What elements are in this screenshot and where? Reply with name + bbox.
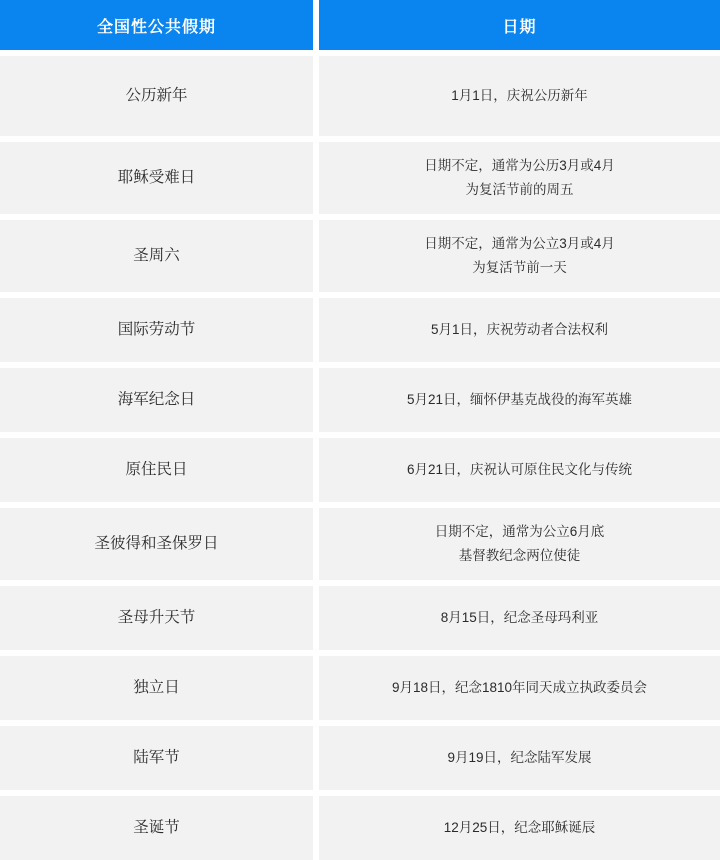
holiday-name-cell <box>0 56 313 136</box>
holiday-date-text <box>319 520 720 567</box>
holiday-date-line: 9月18日，纪念1810年同天成立执政委员会 <box>391 680 648 696</box>
holiday-name-text: 独立日 <box>133 678 180 696</box>
holiday-date-cell <box>319 586 720 650</box>
holiday-name-text: 海军纪念日 <box>117 390 196 408</box>
table-row <box>0 142 720 214</box>
holiday-name-text: 原住民日 <box>125 460 188 478</box>
holiday-date-line: 5月21日，缅怀伊基克战役的海军英雄 <box>406 392 633 408</box>
holiday-date-line: 日期不定，通常为公历3月或4月 <box>424 158 615 174</box>
holiday-date-text <box>319 606 720 630</box>
table-row <box>0 56 720 136</box>
holiday-name-cell <box>0 368 313 432</box>
holiday-date-text <box>319 676 720 700</box>
holiday-date-line: 5月1日，庆祝劳动者合法权利 <box>430 322 609 338</box>
holiday-date-line: 12月25日，纪念耶稣诞辰 <box>443 820 596 836</box>
holiday-date-line: 日期不定，通常为公立3月或4月 <box>424 236 615 252</box>
table-row <box>0 220 720 292</box>
holiday-date-cell <box>319 726 720 790</box>
holiday-date-text <box>319 746 720 770</box>
table-row <box>0 438 720 502</box>
holiday-name-cell <box>0 142 313 214</box>
holiday-date-cell <box>319 56 720 136</box>
holiday-date-text <box>319 816 720 840</box>
holiday-date-cell <box>319 656 720 720</box>
table-row <box>0 298 720 362</box>
holiday-name-text: 公历新年 <box>125 86 188 104</box>
table-row <box>0 656 720 720</box>
column-header-date: 日期 <box>319 0 720 50</box>
holiday-date-text <box>319 318 720 342</box>
table-row <box>0 796 720 860</box>
holiday-name-cell <box>0 438 313 502</box>
table-row <box>0 726 720 790</box>
holiday-name-cell <box>0 508 313 580</box>
table-row <box>0 508 720 580</box>
holiday-name-cell <box>0 298 313 362</box>
holiday-name-cell <box>0 796 313 860</box>
holiday-name-cell <box>0 656 313 720</box>
holiday-date-line: 为复活节前一天 <box>472 260 567 275</box>
holiday-name-cell <box>0 586 313 650</box>
holiday-date-text <box>319 84 720 108</box>
table-row <box>0 586 720 650</box>
holiday-name-text: 圣彼得和圣保罗日 <box>94 534 219 552</box>
holiday-date-cell <box>319 438 720 502</box>
holiday-date-text <box>319 388 720 412</box>
holiday-date-line: 1月1日，庆祝公历新年 <box>451 88 588 104</box>
holiday-date-cell <box>319 368 720 432</box>
column-header-holiday: 全国性公共假期 <box>0 0 313 50</box>
holiday-name-cell <box>0 726 313 790</box>
holiday-name-text: 圣母升天节 <box>117 608 196 626</box>
table-row <box>0 368 720 432</box>
holiday-date-cell <box>319 142 720 214</box>
holiday-date-cell <box>319 508 720 580</box>
holiday-date-text <box>319 458 720 482</box>
holiday-date-cell <box>319 220 720 292</box>
holiday-name-text: 耶稣受难日 <box>117 168 196 186</box>
holiday-date-line: 日期不定，通常为公立6月底 <box>434 524 605 540</box>
holiday-name-text: 圣周六 <box>133 246 180 264</box>
holiday-date-cell <box>319 298 720 362</box>
holiday-date-cell <box>319 796 720 860</box>
holiday-date-line: 基督教纪念两位使徒 <box>458 548 581 563</box>
holiday-name-text: 圣诞节 <box>133 818 180 836</box>
holiday-name-text: 国际劳动节 <box>117 320 196 338</box>
table-body <box>0 50 720 860</box>
holiday-date-text <box>319 232 720 279</box>
holiday-date-line: 为复活节前的周五 <box>465 182 574 197</box>
holiday-date-text <box>319 154 720 201</box>
holiday-date-line: 9月19日，纪念陆军发展 <box>447 750 592 766</box>
holiday-name-text: 陆军节 <box>133 748 180 766</box>
holiday-name-cell <box>0 220 313 292</box>
table-header-row <box>0 0 720 50</box>
holiday-date-line: 6月21日，庆祝认可原住民文化与传统 <box>406 462 633 478</box>
holiday-date-line: 8月15日，纪念圣母玛利亚 <box>440 610 599 626</box>
